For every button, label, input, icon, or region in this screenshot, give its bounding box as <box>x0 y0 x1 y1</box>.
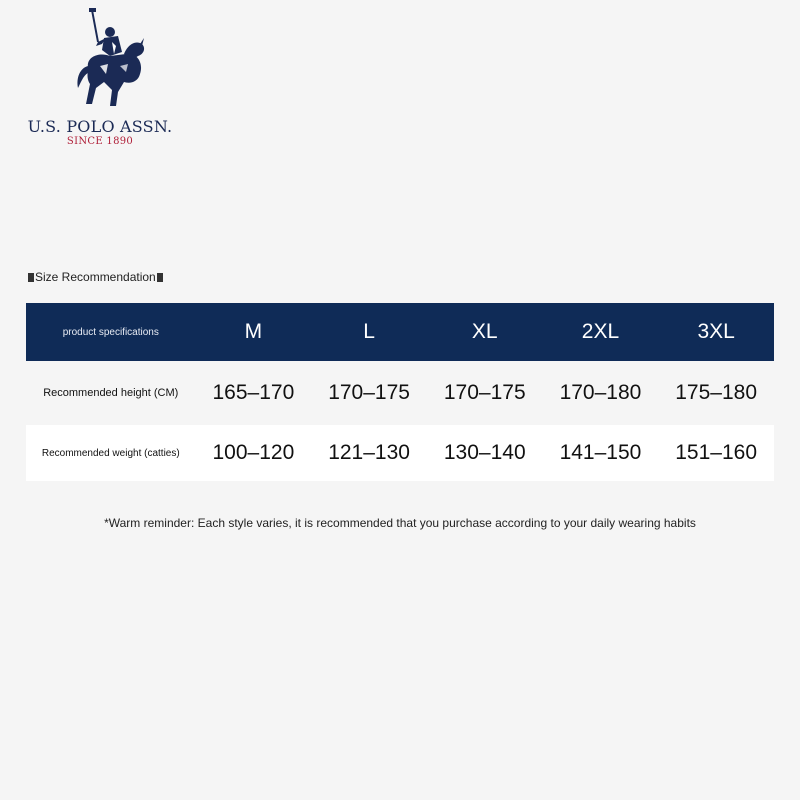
size-header: M <box>244 320 263 343</box>
table-cell: 165–170 <box>212 381 295 404</box>
brand-logo <box>22 8 182 147</box>
row-label: Recommended weight (catties) <box>41 447 180 459</box>
size-header: 2XL <box>581 320 620 343</box>
table-cell: 121–130 <box>328 441 410 464</box>
table-cell: 175–180 <box>675 381 758 404</box>
bracket-right-icon <box>157 273 163 282</box>
size-header: L <box>363 320 375 343</box>
section-title <box>27 270 164 284</box>
size-header: XL <box>471 320 498 343</box>
size-table <box>26 303 774 481</box>
table-cell: 170–175 <box>443 381 526 404</box>
row-label: Recommended height (CM) <box>43 387 179 399</box>
header-label: product specifications <box>62 326 159 338</box>
table-cell: 151–160 <box>675 441 758 464</box>
table-header-row <box>26 303 774 361</box>
size-header: 3XL <box>697 320 735 343</box>
section-title-text: Size Recommendation <box>35 270 156 284</box>
table-row-height <box>26 361 774 425</box>
brand-name: U.S. POLO ASSN. <box>27 117 173 136</box>
polo-player-icon <box>66 8 152 108</box>
table-cell: 100–120 <box>212 441 295 464</box>
brand-since: SINCE 1890 <box>66 136 134 147</box>
bracket-left-icon <box>28 273 34 282</box>
table-cell: 130–140 <box>443 441 526 464</box>
table-row-weight <box>26 425 774 481</box>
table-cell: 141–150 <box>559 441 642 464</box>
warm-reminder: *Warm reminder: Each style varies, it is recommended that you purchase according to your daily wearing habits <box>104 516 696 530</box>
table-cell: 170–175 <box>328 381 410 404</box>
table-cell: 170–180 <box>559 381 642 404</box>
